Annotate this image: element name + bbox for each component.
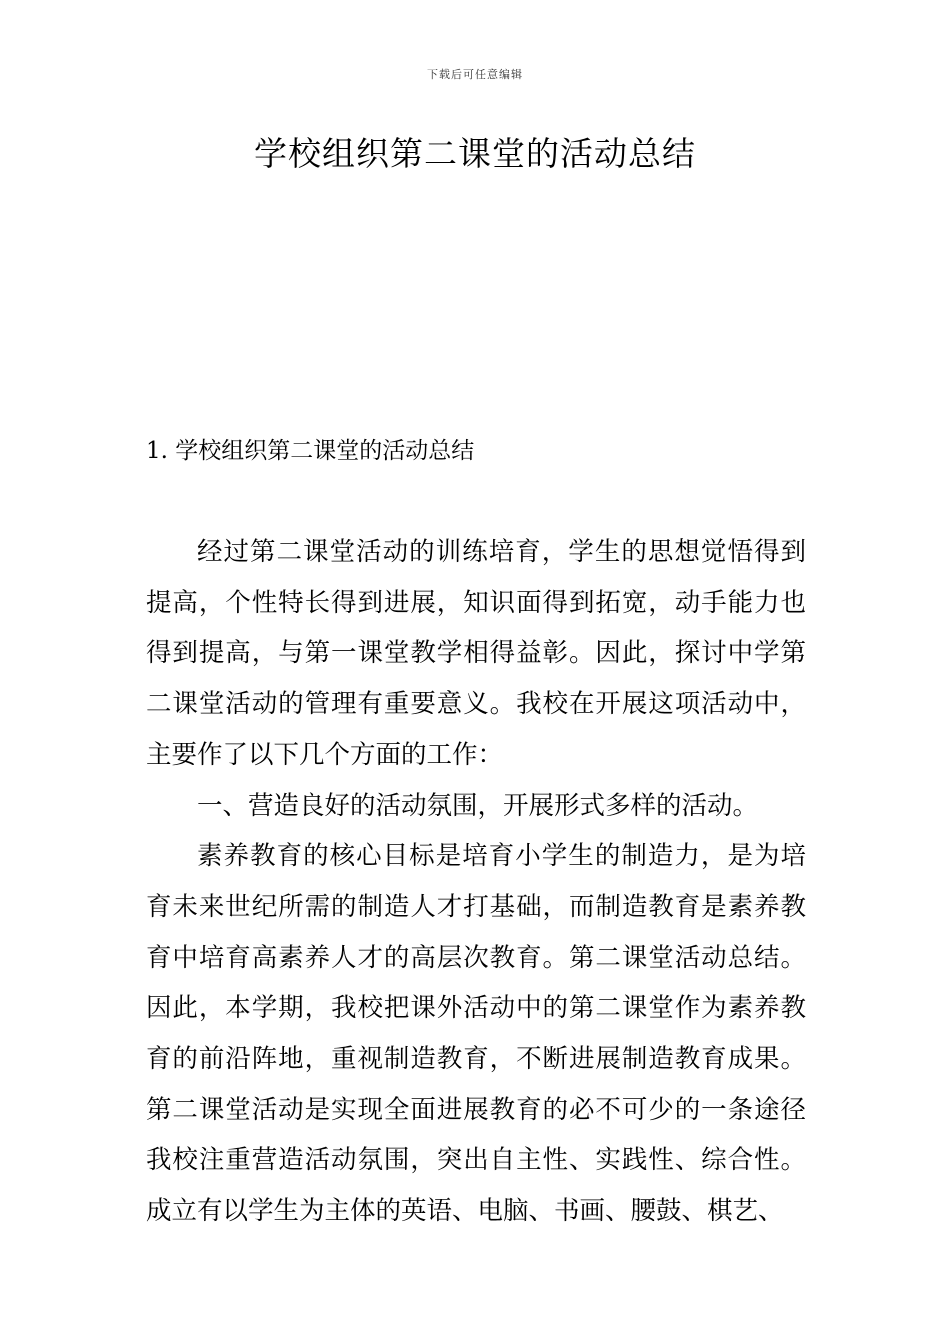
- paragraph-quality-education: 素养教育的核心目标是培育小学生的制造力，是为培育未来世纪所需的制造人才打基础，而制造教育是素养教育中培育高素养人才的高层次教育。第二课堂活动总结。因此，本学期，我校把课外活动中的第二课堂作为素养教育的前沿阵地，重视制造教育，不断进展制造教育成果。第二课堂活动是实现全面进展教育的必不可少的一条途径我校注重营造活动氛围，突出自主性、实践性、综合性。成立有以学生为主体的英语、电脑、书画、腰鼓、棋艺、: [146, 841, 806, 1227]
- document-title: 学校组织第二课堂的活动总结: [254, 134, 696, 173]
- paragraph-intro: 经过第二课堂活动的训练培育，学生的思想觉悟得到提高，个性特长得到进展，知识面得到拓宽，动手能力也得到提高，与第一课堂教学相得益彰。因此，探讨中学第二课堂活动的管理有重要意义。我校在开展这项活动中，主要作了以下几个方面的工作：: [146, 537, 806, 770]
- body-text: [146, 527, 806, 1237]
- header-note: 下载后可任意编辑: [427, 68, 523, 81]
- paragraph-point-one: 一、营造良好的活动氛围，开展形式多样的活动。: [197, 790, 759, 821]
- section-heading: 1. 学校组织第二课堂的活动总结: [146, 438, 475, 464]
